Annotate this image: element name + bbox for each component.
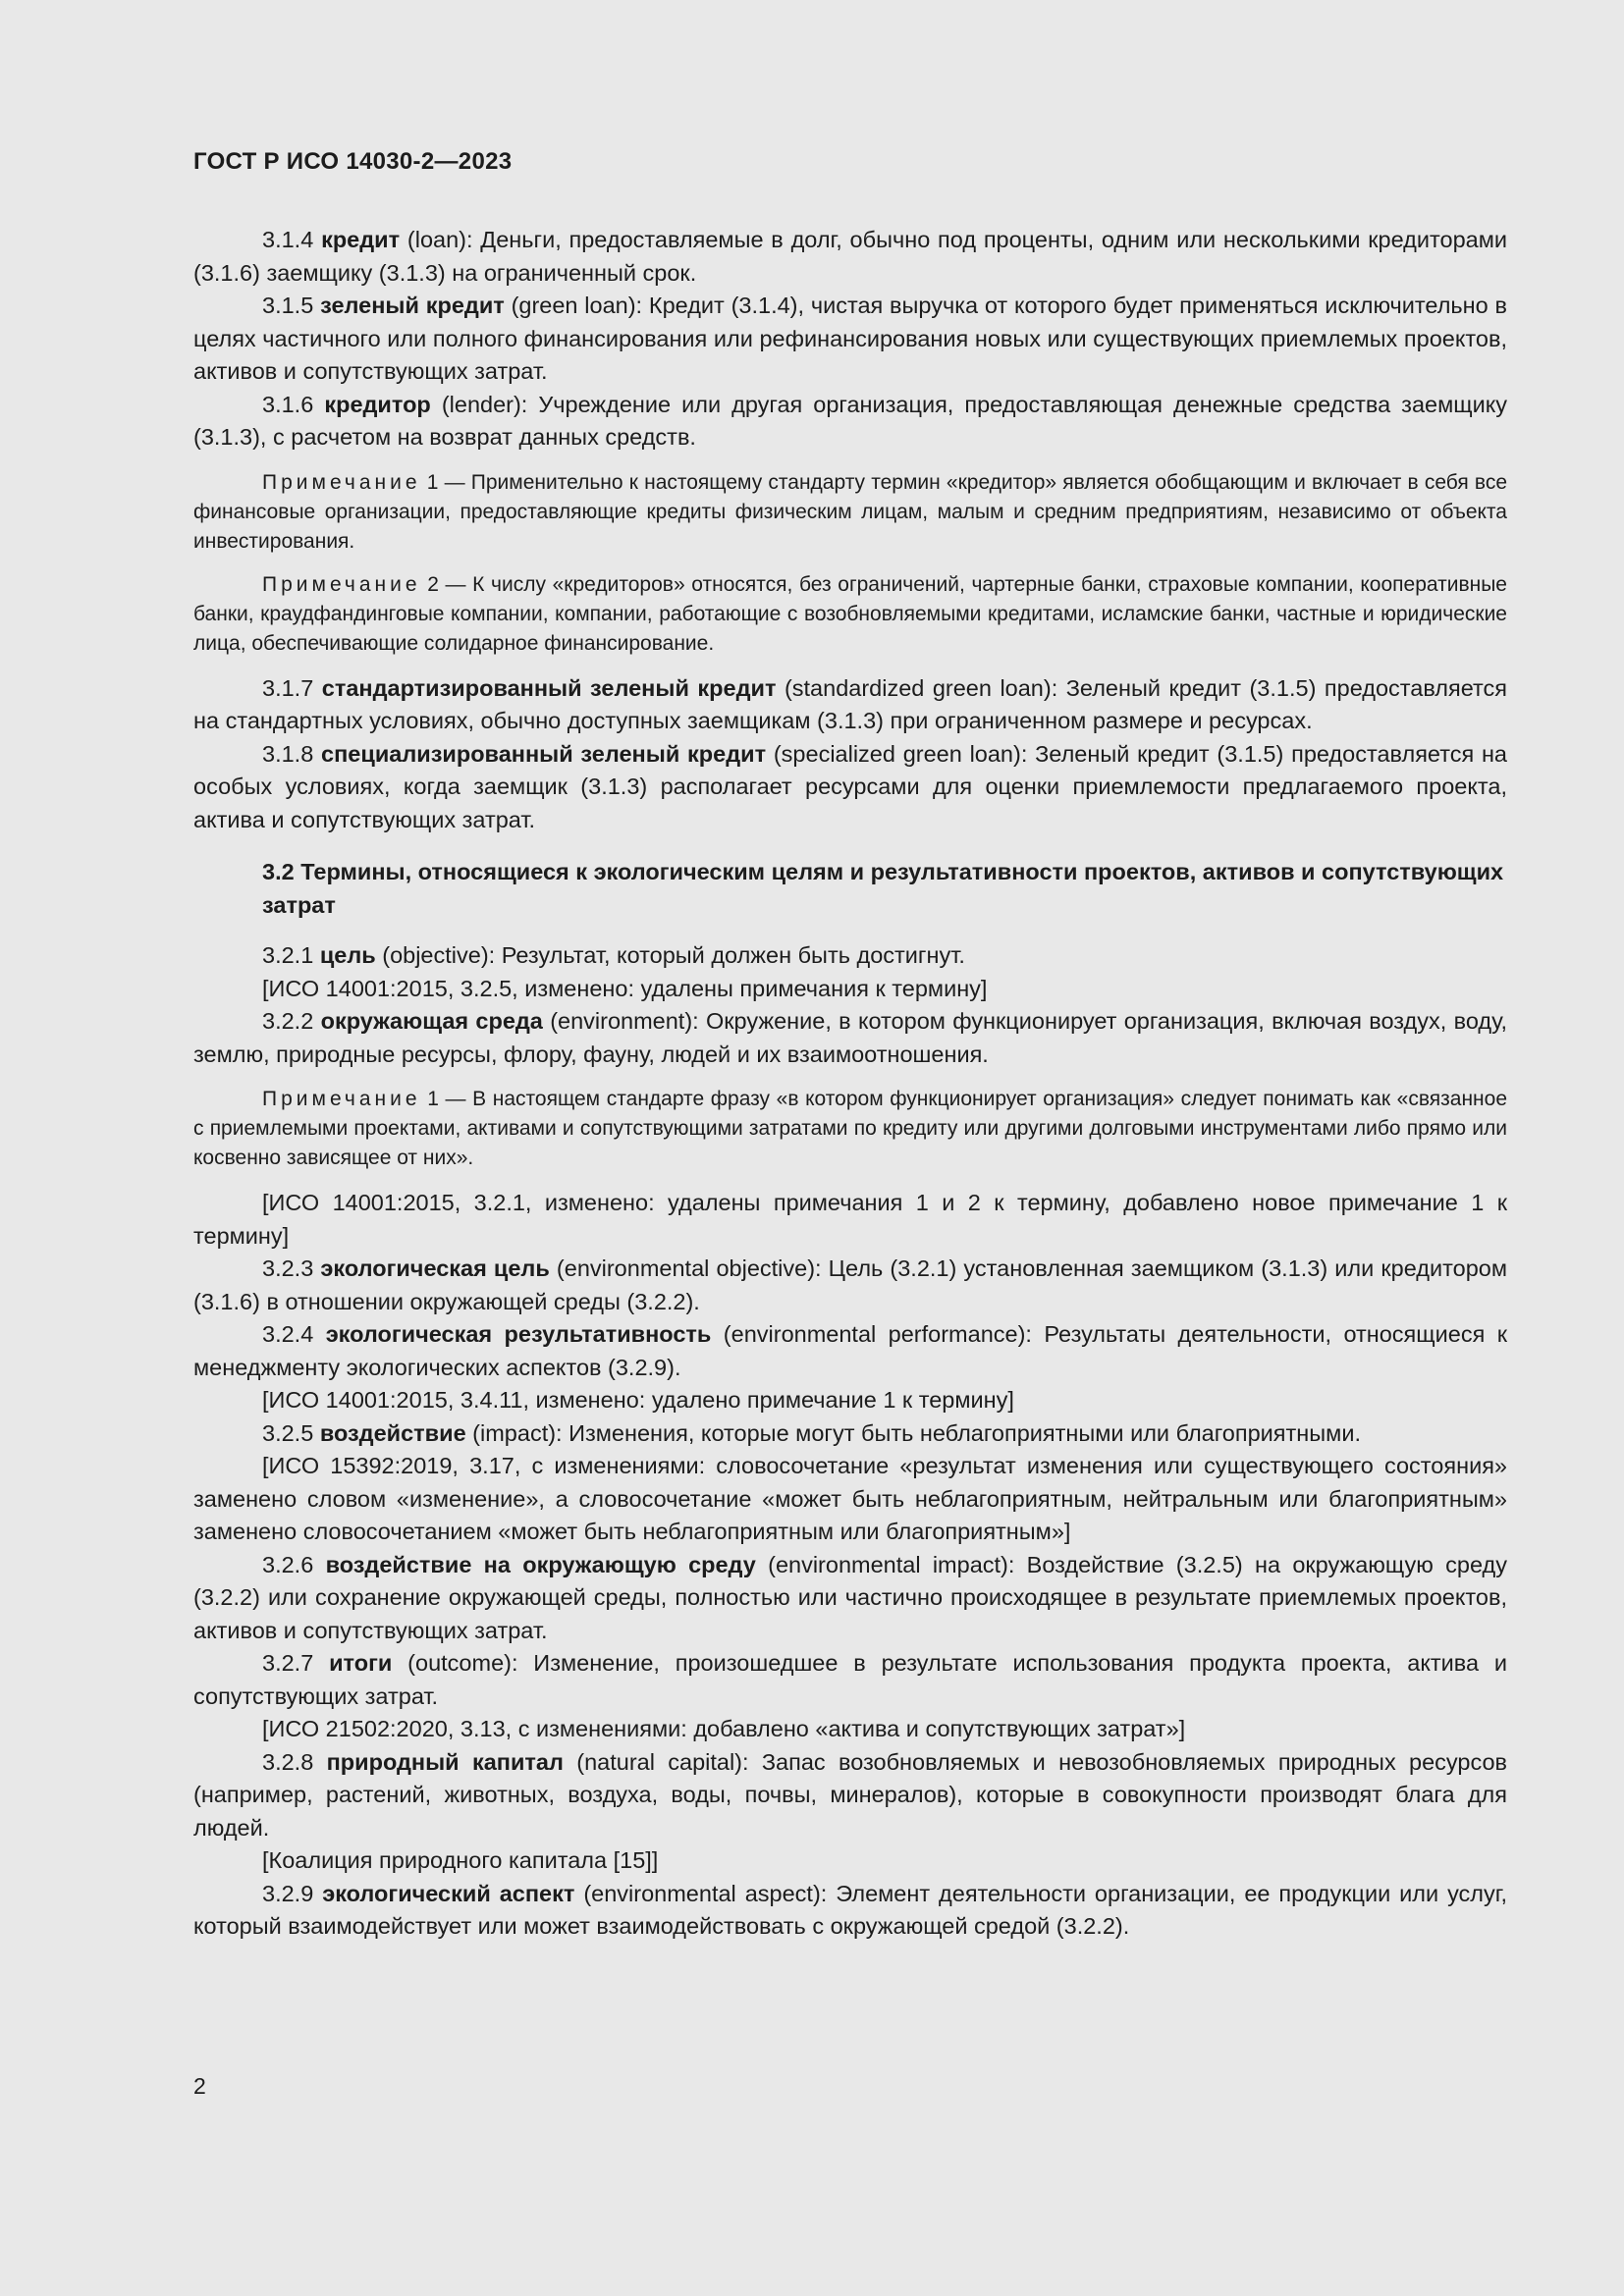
term-3-2-6: 3.2.6 воздействие на окружающую среду (environmental impact): Воздействие (3.2.5) на окружающую среду (3.2.2) или сохранение окружающей среды, полностью или частично происходящее в результате приемлемых проектов, активов и сопутствующих затрат. (193, 1551, 1507, 1643)
reference-3-2-8: [Коалиция природного капитала [15]] (262, 1847, 659, 1873)
reference-3-2-5: [ИСО 15392:2019, 3.17, с изменениями: словосочетание «результат изменения или существующего состояния» заменено словом «изменение», а словосочетание «может быть неблагоприятным, нейтральным или благоприятным» заменено словосочетанием «может быть неблагоприятным или благоприятным»] (193, 1453, 1507, 1544)
term-3-2-5: 3.2.5 воздействие (impact): Изменения, которые могут быть неблагоприятными или благоприятными. (262, 1419, 1361, 1446)
term-name: окружающая среда (320, 1008, 543, 1034)
term-3-2-1: 3.2.1 цель (objective): Результат, который должен быть достигнут. (262, 942, 965, 968)
term-3-2-8: 3.2.8 природный капитал (natural capital): Запас возобновляемых и невозобновляемых природных ресурсов (например, растений, животных, воздуха, воды, почвы, минералов), которые в совокупности производят блага для людей. (193, 1748, 1508, 1841)
note-3-1-6-1: Примечание 1 — Применительно к настоящему стандарту термин «кредитор» является обобщающим и включает в себя все финансовые организации, предоставляющие кредиты физическим лицам, малым и средним предприятиям, независимо от объекта инвестирования. (193, 470, 1507, 553)
term-name: воздействие на окружающую среду (325, 1551, 756, 1577)
term-3-1-4: 3.1.4 кредит (loan): Деньги, предоставляемые в долг, обычно под проценты, одним или несколькими кредиторами (3.1.6) заемщику (3.1.3) на ограниченный срок. (193, 227, 1507, 286)
note-3-2-2-1: Примечание 1 — В настоящем стандарте фразу «в котором функционирует организация» следует понимать как «связанное с приемлемыми проектами, активами и сопутствующими затратами по кредиту или другими долговыми инструментами либо прямо или косвенно зависящее от них». (193, 1088, 1507, 1169)
term-3-2-2: 3.2.2 окружающая среда (environment): Окружение, в котором функционирует организация, включая воздух, воду, землю, природные ресурсы, флору, фауну, людей и их взаимоотношения. (193, 1008, 1508, 1067)
reference-3-2-1: [ИСО 14001:2015, 3.2.5, изменено: удалены примечания к термину] (262, 975, 988, 1001)
term-name: кредит (321, 227, 401, 252)
term-name: воздействие (319, 1419, 466, 1446)
term-name: специализированный зеленый кредит (321, 740, 767, 767)
term-name: экологическая цель (320, 1255, 550, 1281)
term-3-1-8: 3.1.8 специализированный зеленый кредит (specialized green loan): Зеленый кредит (3.1.5) предоставляется на особых условиях, когда заемщик (3.1.3) располагает ресурсами для оценки приемлемости предлагаемого проекта, актива и сопутствующих затрат. (193, 740, 1507, 832)
reference-3-2-2: [ИСО 14001:2015, 3.2.1, изменено: удалены примечания 1 и 2 к термину, добавлено новое примечание 1 к термину] (193, 1190, 1507, 1249)
term-name: природный капитал (326, 1748, 564, 1775)
term-3-2-7: 3.2.7 итоги (outcome): Изменение, произошедшее в результате использования продукта проекта, актива и сопутствующих затрат. (193, 1650, 1507, 1709)
reference-3-2-4: [ИСО 14001:2015, 3.4.11, изменено: удалено примечание 1 к термину] (262, 1387, 1014, 1413)
term-3-1-7: 3.1.7 стандартизированный зеленый кредит (standardized green loan): Зеленый кредит (3.1.5) предоставляется на стандартных условиях, обычно доступных заемщикам (3.1.3) при ограниченном размере и ресурсах. (193, 674, 1507, 733)
term-3-2-4: 3.2.4 экологическая результативность (environmental performance): Результаты деятельности, относящиеся к менеджменту экологических аспектов (3.2.9). (193, 1321, 1507, 1380)
term-name: цель (319, 942, 376, 968)
reference-3-2-7: [ИСО 21502:2020, 3.13, с изменениями: добавлено «актива и сопутствующих затрат»] (262, 1716, 1186, 1741)
term-name: кредитор (324, 391, 431, 417)
term-name: экологический аспект (322, 1880, 575, 1906)
term-3-2-3: 3.2.3 экологическая цель (environmental objective): Цель (3.2.1) установленная заемщиком (3.1.3) или кредитором (3.1.6) в отношении окружающей среды (3.2.2). (193, 1255, 1507, 1314)
term-name: стандартизированный зеленый кредит (321, 674, 777, 701)
term-3-1-6: 3.1.6 кредитор (lender): Учреждение или другая организация, предоставляющая денежные средства заемщику (3.1.3), с расчетом на возврат данных средств. (193, 391, 1508, 450)
term-name: итоги (329, 1650, 393, 1676)
document-body (193, 224, 1507, 1944)
page-number: 2 (193, 2073, 206, 2099)
term-3-1-5: 3.1.5 зеленый кредит (green loan): Кредит (3.1.4), чистая выручка от которого будет применяться исключительно в целях частичного или полного финансирования или рефинансирования новых или существующих приемлемых проектов, активов и сопутствующих затрат. (193, 293, 1507, 384)
section-heading-3-2: 3.2 Термины, относящиеся к экологическим целям и результативности проектов, активов и сопутствующих затрат (262, 859, 1504, 918)
term-3-2-9: 3.2.9 экологический аспект (environmental aspect): Элемент деятельности организации, ее продукции или услуг, который взаимодействует или может взаимодействовать с окружающей средой (3.2.2). (193, 1880, 1507, 1939)
term-name: экологическая результативность (325, 1321, 712, 1347)
document-header: ГОСТ Р ИСО 14030-2—2023 (193, 148, 513, 175)
term-name: зеленый кредит (320, 293, 505, 318)
note-3-1-6-2: Примечание 2 — К числу «кредиторов» относятся, без ограничений, чартерные банки, страховые компании, кооперативные банки, краудфандинговые компании, компании, работающие с возобновляемыми кредитами, исламские банки, частные и юридические лица, обеспечивающие солидарное финансирование. (193, 572, 1507, 655)
